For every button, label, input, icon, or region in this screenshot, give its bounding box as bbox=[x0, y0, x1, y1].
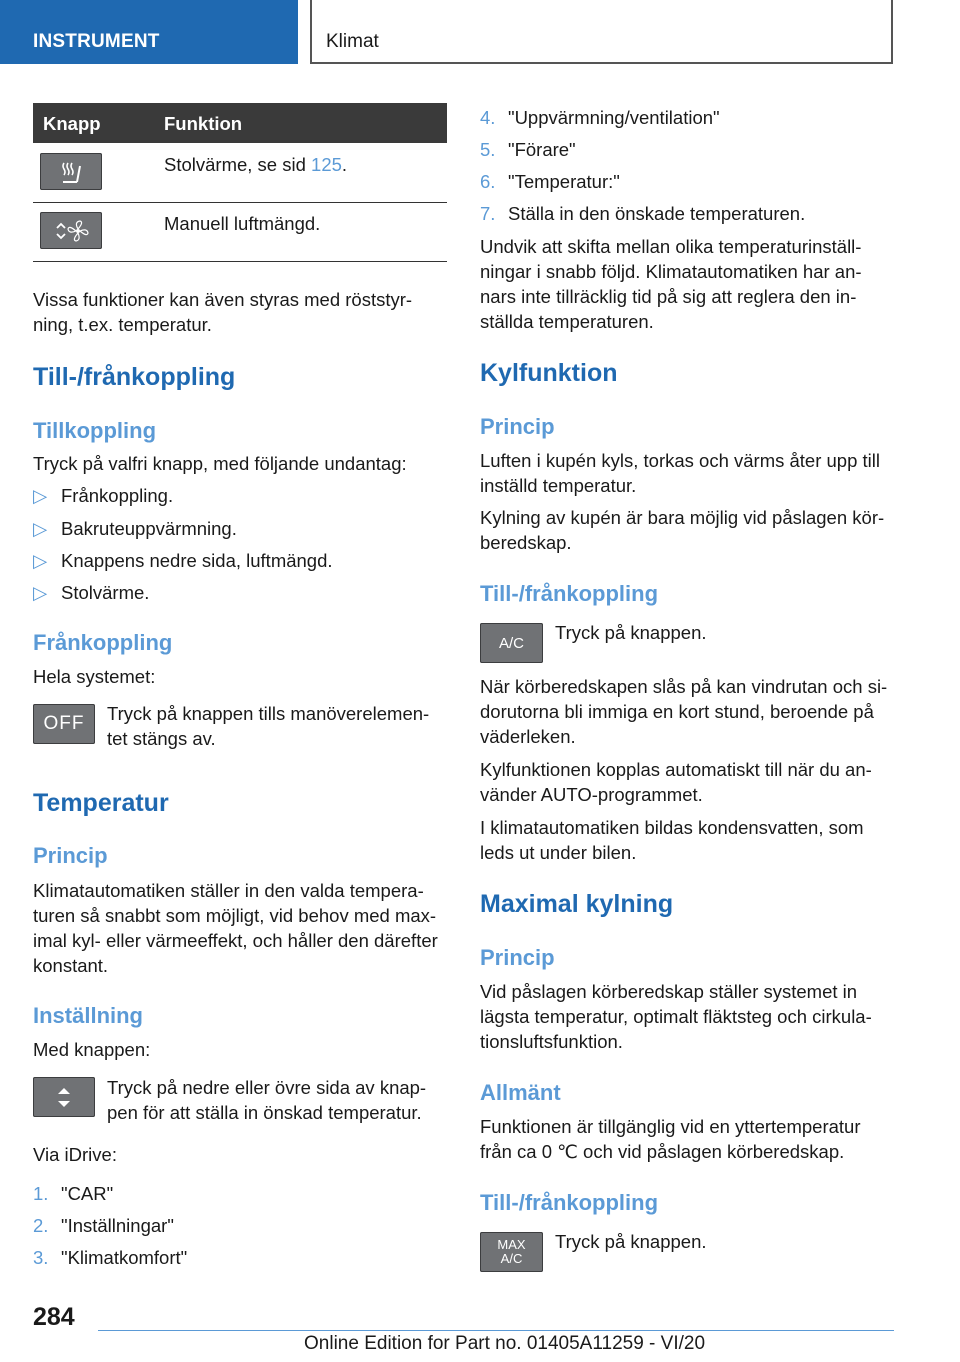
cooling-line: Kylning av kupén är bara möjlig vid påslagen kör‐ bbox=[480, 507, 885, 528]
voice-line-2: ning, t.ex. temperatur. bbox=[33, 314, 212, 335]
fan-icon bbox=[49, 217, 93, 245]
avoid-line: Undvik att skifta mellan olika temperaturinställ‐ bbox=[480, 236, 862, 257]
table-divider bbox=[33, 202, 447, 203]
principle-line: Klimatautomatiken ställer in den valda tempera‐ bbox=[33, 880, 424, 901]
chapter-tab bbox=[310, 0, 893, 64]
off-line-1: Tryck på knappen tills manöverelemen‐ bbox=[107, 703, 430, 724]
ac-line: dorutorna bli immiga en kort stund, beroende på bbox=[480, 701, 874, 722]
avoid-line: nars inte tillräcklig tid på sig att reglera den in‐ bbox=[480, 286, 857, 307]
heading-principle: Princip bbox=[33, 843, 108, 868]
page-link[interactable]: 125 bbox=[311, 154, 342, 175]
edition-text: Online Edition for Part no. 01405A11259 - VI/20 bbox=[304, 1333, 706, 1354]
table-row-seat-heating: Stolvärme, se sid 125. bbox=[164, 154, 348, 175]
section-tab bbox=[0, 0, 298, 64]
ac-line: I klimatautomatiken bildas kondensvatten, som bbox=[480, 817, 864, 838]
ac-line: Kylfunktionen kopplas automatiskt till när du an‐ bbox=[480, 759, 872, 780]
heading-max-cooling: Maximal kylning bbox=[480, 890, 674, 918]
voice-line-1: Vissa funktioner kan även styras med röststyr‐ bbox=[33, 289, 413, 310]
max-line: Vid påslagen körberedskap ställer systemet in bbox=[480, 981, 858, 1002]
heading-setting: Inställning bbox=[33, 1003, 143, 1028]
switch-on-text: Tryck på valfri knapp, med följande undantag: bbox=[33, 453, 407, 474]
footer-rule bbox=[98, 1330, 894, 1331]
heading-switch-off: Frånkoppling bbox=[33, 630, 173, 655]
principle-line: turen så snabbt som möjligt, vid behov med max‐ bbox=[33, 905, 437, 926]
page-number: 284 bbox=[33, 1303, 75, 1331]
max-ac-button bbox=[480, 1232, 543, 1272]
heading-temperature: Temperatur bbox=[33, 789, 169, 817]
max-ac-label-2: A/C bbox=[500, 1251, 523, 1266]
setting-text: Med knappen: bbox=[33, 1039, 151, 1060]
setting-line-2: pen för att ställa in önskad temperatur. bbox=[107, 1102, 422, 1123]
max-line: tionsluftsfunktion. bbox=[480, 1031, 623, 1052]
table-row-fan: Manuell luftmängd. bbox=[164, 213, 321, 234]
avoid-line: ställda temperaturen. bbox=[480, 311, 654, 332]
avoid-line: ningar i snabb följd. Klimatautomatiken har an‐ bbox=[480, 261, 862, 282]
heading-general: Allmänt bbox=[480, 1080, 561, 1105]
idrive-text: Via iDrive: bbox=[33, 1144, 117, 1165]
off-button: OFF bbox=[33, 704, 95, 744]
seat-heating-button bbox=[40, 153, 102, 190]
heading-principle: Princip bbox=[480, 945, 555, 970]
ac-line: vänder AUTO-programmet. bbox=[480, 784, 703, 805]
fan-button bbox=[40, 212, 102, 249]
principle-line: imal kyl- eller värmeeffekt, och håller den därefter bbox=[33, 930, 438, 951]
max-ac-label-1: MAX bbox=[497, 1237, 526, 1252]
max-press-text: Tryck på knappen. bbox=[555, 1231, 707, 1252]
seat-heating-icon bbox=[51, 158, 91, 186]
table-header-function: Funktion bbox=[164, 113, 243, 134]
heading-onoff: Till-/frånkoppling bbox=[33, 363, 236, 391]
general-line: Funktionen är tillgänglig vid en yttertemperatur bbox=[480, 1116, 861, 1137]
heading-switch-on: Tillkoppling bbox=[33, 418, 157, 443]
heading-onoff-ac: Till-/frånkoppling bbox=[480, 581, 659, 606]
table-header bbox=[33, 103, 447, 143]
cooling-line: Luften i kupén kyls, torkas och värms åter upp till bbox=[480, 450, 880, 471]
heading-onoff-max: Till-/frånkoppling bbox=[480, 1190, 659, 1215]
max-line: lägsta temperatur, optimalt fläktsteg och cirkula‐ bbox=[480, 1006, 872, 1027]
off-line-2: tet stängs av. bbox=[107, 728, 216, 749]
heading-cooling: Kylfunktion bbox=[480, 359, 618, 387]
ac-button: A/C bbox=[480, 623, 543, 663]
ac-line: väderleken. bbox=[480, 726, 576, 747]
ac-line: När körberedskapen slås på kan vindrutan och si‐ bbox=[480, 676, 888, 697]
setting-line-1: Tryck på nedre eller övre sida av knap‐ bbox=[107, 1077, 427, 1098]
table-bottom-rule bbox=[33, 261, 447, 262]
cooling-line: inställd temperatur. bbox=[480, 475, 637, 496]
arrow-up-icon bbox=[57, 1087, 71, 1095]
ac-line: leds ut under bilen. bbox=[480, 842, 637, 863]
cooling-line: beredskap. bbox=[480, 532, 572, 553]
principle-line: konstant. bbox=[33, 955, 109, 976]
ac-press-text: Tryck på knappen. bbox=[555, 622, 707, 643]
table-header-button: Knapp bbox=[43, 113, 101, 134]
general-line: från ca 0 ℃ och vid påslagen körberedskap. bbox=[480, 1141, 845, 1162]
chapter-title: Klimat bbox=[326, 31, 379, 52]
temperature-rocker-button bbox=[33, 1077, 95, 1117]
switch-off-text: Hela systemet: bbox=[33, 666, 156, 687]
heading-principle: Princip bbox=[480, 414, 555, 439]
arrow-down-icon bbox=[57, 1100, 71, 1108]
section-title: INSTRUMENT bbox=[33, 31, 160, 52]
